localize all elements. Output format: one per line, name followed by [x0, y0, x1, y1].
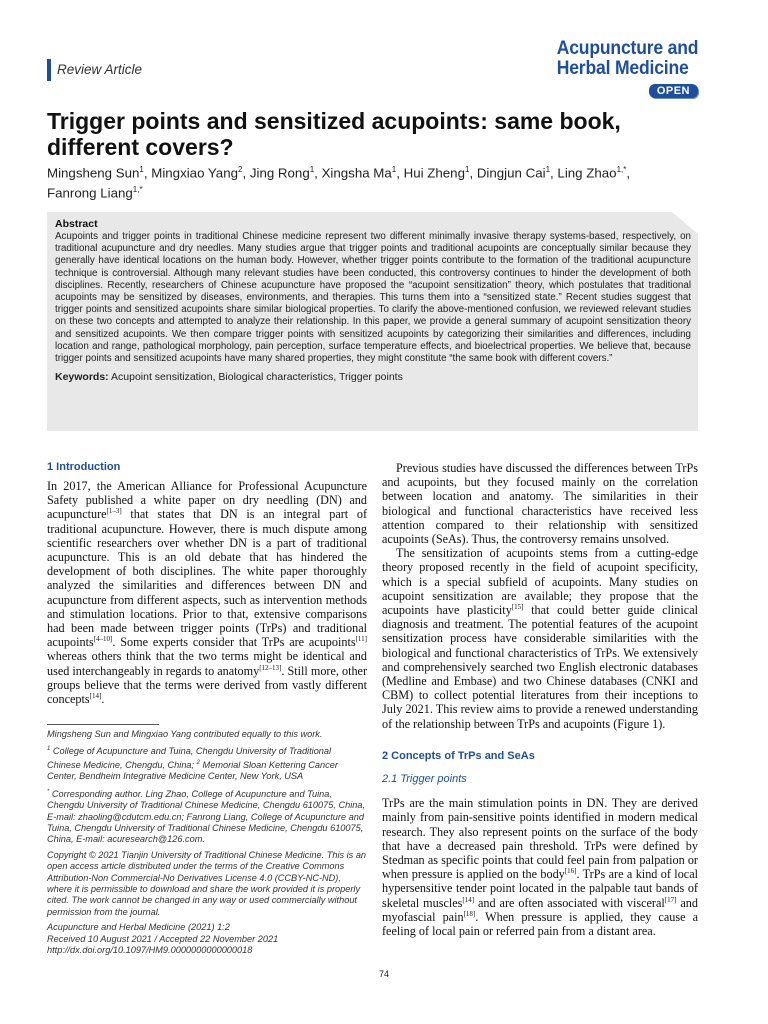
footnotes	[47, 729, 367, 957]
right-column	[382, 461, 698, 938]
author-affiliation: 1	[464, 165, 470, 174]
journal-name-line1: Acupuncture and	[556, 37, 698, 59]
citation-ref[interactable]: [14]	[89, 691, 102, 700]
footnote-affiliations: $^1$ College of Acupuncture and Tuina, Chengdu University of Traditional Chinese Medicine, Chengdu, China; $^2$ Memorial Sloan Kettering Cancer Center, Bendheim Integrative Medicine Center, New York, USA	[47, 746, 338, 782]
author: Mingsheng Sun	[47, 165, 140, 181]
citation-ref[interactable]: [14]	[462, 895, 475, 904]
footnote-corresponding-author: * Corresponding author. Ling Zhao, College of Acupuncture and Tuina, Chengdu University of Traditional Chinese Medicine, Chengdu 610075, China, E-mail: zhaoling@cdutcm.edu.cn; Fanrong Liang, College of Acupuncture and Tuina, Chengdu University of Traditional Chinese Medicine, Chengdu 610075, China, E-mail: acuresearch@126.com.	[47, 788, 366, 845]
footnote-citation: Acupuncture and Herbal Medicine (2021) 1:2	[47, 922, 230, 933]
article-type-label: Review Article	[47, 59, 142, 81]
footnote-dates: Received 10 August 2021 / Accepted 22 November 2021	[47, 933, 279, 944]
author-affiliation: 1,*	[132, 185, 143, 195]
author-affiliation: 1	[139, 165, 144, 174]
author-list: Mingsheng Sun$^1$, Mingxiao Yang$^2$, Jing Rong$^1$, Xingsha Ma$^1$, Hui Zheng$^1$, Dingjun Cai$^1$, Ling Zhao$^{1,*}$, Fanrong Liang$^{1,*}$	[47, 165, 631, 201]
journal-name	[556, 38, 698, 78]
author: Xingsha Ma	[321, 165, 392, 181]
section-heading-introduction: 1 Introduction	[47, 461, 121, 473]
author-affiliation: 1	[309, 165, 315, 174]
footnote-equal-contribution: Mingsheng Sun and Mingxiao Yang contributed equally to this work.	[47, 729, 323, 739]
paragraph: Previous studies have discussed the differences between TrPs and acupoints, but they focused mainly on the correlation between location and anatomy. The similarities in their biological and functional characteristics have received less attention compared to their relationship with sensitized acupoints (SeAs). Thus, the controversy remains unsolved.	[382, 461, 698, 547]
footnote-copyright: Copyright © 2021 Tianjin University of Traditional Chinese Medicine. This is an open access article distributed under the terms of the Creative Commons Attribution-Non Commercial-No Derivatives License 4.0 (CCBY-NC-ND), where it is permissible to download and share the work provided it is properly cited. The work cannot be changed in any way or used commercially without permission from the journal.	[47, 849, 367, 917]
paragraph: TrPs are the main stimulation points in DN. They are derived mainly from pain-sensitive points identified in modern medical research. They also represent points on the surface of the body that have a decreased pain threshold. TrPs were defined by Stedman as specific points that could feel pain from palpation or when pressure is applied on the body[16]. TrPs are a kind of local hypersensitive tender point located in the palpable taut bands of skeletal muscles[14] and are often associated with visceral[17] and myofascial pain[18]. When pressure is applied, they cause a feeling of local pain or referred pain from a distant area.	[382, 796, 698, 939]
citation-ref[interactable]: [12–13]	[259, 663, 282, 672]
author-affiliation: 1,*	[616, 165, 627, 174]
article-title: Trigger points and sensitized acupoints: same book, different covers?	[47, 108, 621, 160]
open-access-badge: OPEN	[649, 84, 698, 98]
abstract-text: Acupoints and trigger points in traditional Chinese medicine represent two different minimally invasive therapy systems-based, respectively, on traditional acupuncture and dry needles. Many studies argue that trigger points and traditional acupoints are conceptually similar because they generally have identical locations on the human body. However, whether trigger points contribute to the formation of the traditional acupuncture technique is controversial. Although many relevant studies have been conducted, this controversy continues to hinder the development of both disciplines. Recently, researchers of Chinese acupuncture have proposed the “acupoint sensitization” theory, which postulates that traditional acupoints may be sensitized by diseases, environments, and therapies. This turns them into a “sensitized state.” Recent studies suggest that trigger points and sensitized acupoints share similar biological properties. To clarify the above-mentioned confusion, we reviewed relevant studies on these two concepts and attempted to analyze their relationship. In this paper, we provide a general summary of acupoint sensitization theory and sensitized acupoints. We then compare trigger points with sensitized acupoints by categorizing their similarities and differences, including location and range, pathological morphology, pain perception, surface temperature effects, and bioelectrical properties. We believe that, because trigger points and sensitized acupoints have many shared properties, they might constitute “the same book with different covers.”	[55, 231, 691, 365]
citation-ref[interactable]: [11]	[355, 635, 367, 644]
citation-ref[interactable]: [1–3]	[106, 507, 122, 516]
author: Mingxiao Yang	[151, 165, 238, 181]
keywords	[55, 371, 691, 383]
citation-ref[interactable]: [4–10]	[93, 635, 113, 644]
abstract-heading: Abstract	[55, 218, 98, 230]
journal-name-line2: Herbal Medicine	[556, 57, 689, 79]
author: Ling Zhao	[557, 165, 617, 181]
author-affiliation: 1	[545, 165, 551, 174]
footnote-divider	[47, 724, 159, 725]
author: Hui Zheng	[403, 165, 465, 181]
author: Dingjun Cai	[476, 165, 546, 181]
abstract	[55, 218, 691, 383]
citation-ref[interactable]: [15]	[511, 602, 524, 611]
author-affiliation: 2	[238, 165, 243, 174]
keywords-label: Keywords:	[55, 371, 109, 384]
section-heading-concepts: 2 Concepts of TrPs and SeAs	[382, 749, 535, 762]
introduction-body	[47, 479, 367, 706]
paragraph: In 2017, the American Alliance for Professional Acupuncture Safety published a white paper on dry needling (DN) and acupuncture[1–3] that states that DN is an integral part of traditional acupuncture. However, there is much dispute among scientific researchers over whether DN is a part of traditional acupuncture. This is an old debate that has hindered the development of both disciplines. The white paper thoroughly analyzed the similarities and differences between DN and acupuncture from different aspects, such as intervention methods and stimulation locations. Prior to that, extensive comparisons had been made between trigger points (TrPs) and traditional acupoints[4–10]. Some experts consider that TrPs are acupoints[11] whereas others think that the two terms might be identical and used interchangeably in regards to anatomy[12–13]. Still more, other groups believe that the terms were derived from vastly different concepts[14].	[47, 479, 368, 707]
footnote-doi-link[interactable]: http://dx.doi.org/10.1097/HM9.0000000000000018	[47, 945, 253, 956]
subsection-heading-trigger-points: 2.1 Trigger points	[382, 773, 467, 786]
citation-ref[interactable]: [18]	[463, 909, 476, 918]
author: Jing Rong	[249, 165, 310, 181]
keywords-list: Acupoint sensitization, Biological characteristics, Trigger points	[111, 371, 403, 384]
author: Fanrong Liang	[47, 185, 133, 201]
citation-ref[interactable]: [17]	[664, 895, 677, 904]
citation-ref[interactable]: [16]	[564, 867, 577, 876]
page-number: 74	[378, 969, 389, 979]
author-affiliation: 1	[391, 165, 397, 174]
paragraph: The sensitization of acupoints stems from a cutting-edge theory proposed recently in the field of acupoint specificity, which is a special subfield of acupoints. Many studies on acupoint sensitization are available; they propose that the acupoints have plasticity[15] that could better guide clinical diagnosis and treatment. The potential features of the acupoint sensitization process have considerable similarities with the biological and functional characteristics of TrPs. We extensively and comprehensively searched two English electronic databases (Medline and Embase) and two Chinese databases (CNKI and CBM) to collect potential literatures from their inceptions to July 2021. This review aims to provide a renewed understanding of the relationship between TrPs and acupoints (Figure 1).	[382, 546, 698, 731]
